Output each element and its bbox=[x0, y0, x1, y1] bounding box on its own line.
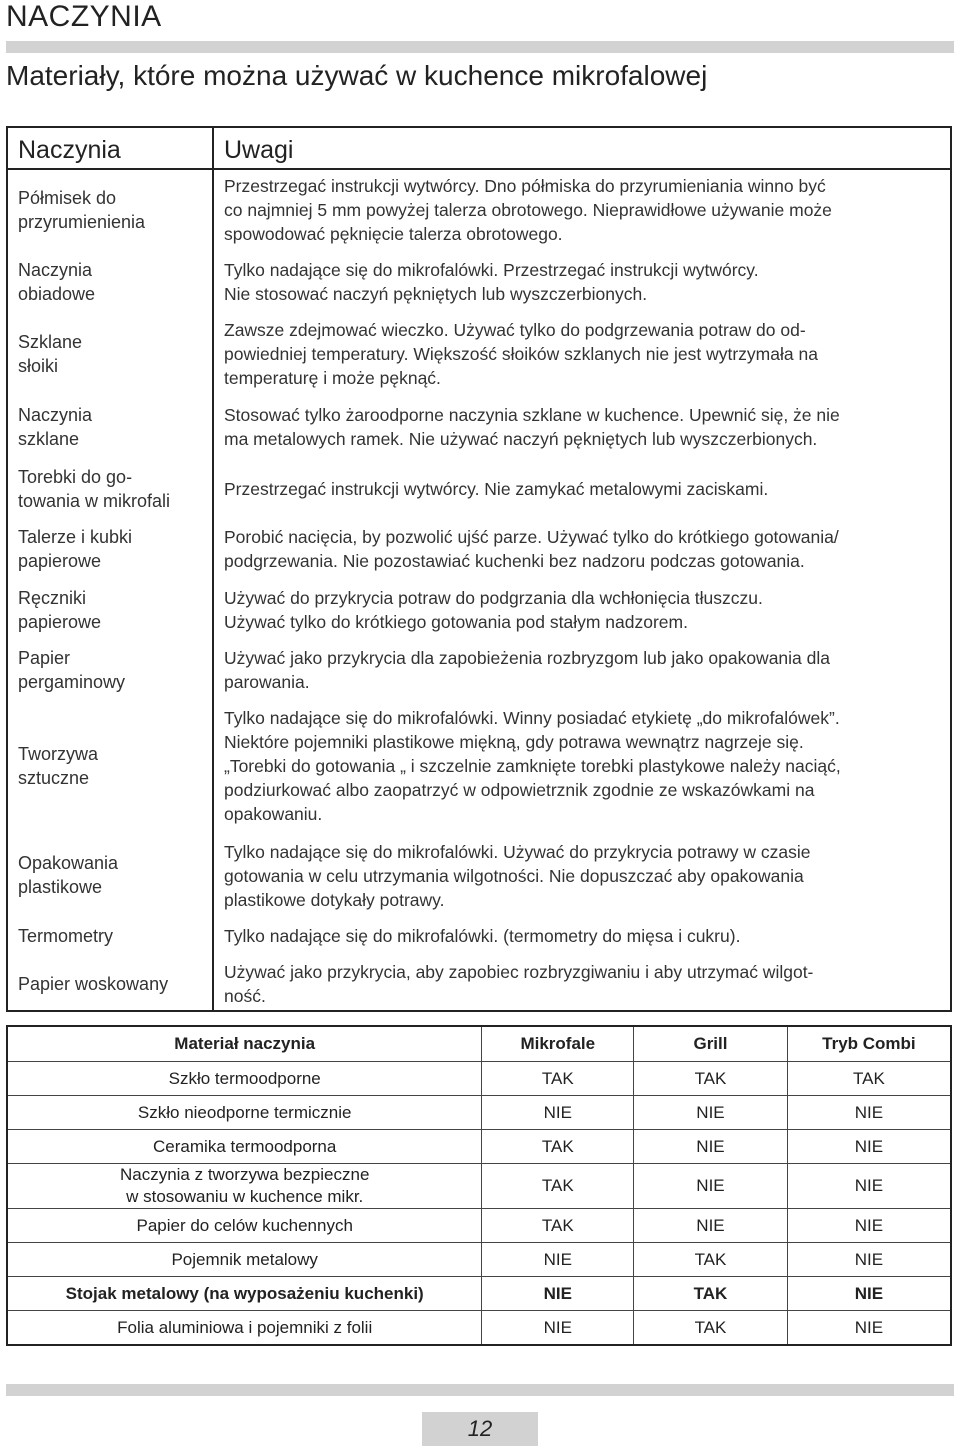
materials-table-row bbox=[7, 1209, 951, 1243]
cookware-item-name bbox=[18, 586, 208, 634]
cookware-item-note bbox=[224, 174, 946, 246]
cookware-item-name-line: szklane bbox=[18, 429, 80, 449]
cookware-item-note bbox=[224, 403, 946, 451]
cookware-item-name-line: obiadowe bbox=[18, 284, 96, 304]
cookware-item-note-line: Porobić nacięcia, by pozwolić ujść parze. Używać tylko do krótkiego gotowania/ bbox=[224, 527, 839, 547]
materials-table-row bbox=[7, 1096, 951, 1130]
cookware-item-note-line: Używać jako przykrycia, aby zapobiec rozbryzgiwaniu i aby utrzymać wilgot- bbox=[224, 962, 814, 982]
cookware-item-name bbox=[18, 186, 208, 234]
cookware-item-name-line: papierowe bbox=[18, 551, 102, 571]
material-name-cell bbox=[7, 1311, 482, 1346]
cookware-item-note-line: plastikowe dotykały potrawy. bbox=[224, 890, 445, 910]
cookware-item-note-line: Używać jako przykrycia dla zapobieżenia rozbryzgom lub jako opakowania dla bbox=[224, 648, 830, 668]
cookware-item-note bbox=[224, 258, 946, 306]
header-combi: Tryb Combi bbox=[787, 1026, 951, 1062]
cookware-item-name-line: Tworzywa bbox=[18, 744, 99, 764]
cookware-item-name bbox=[18, 924, 208, 948]
material-name-line: Ceramika termoodporna bbox=[153, 1136, 337, 1156]
microwave-cell: TAK bbox=[482, 1164, 634, 1209]
cookware-item-name-line: słoiki bbox=[18, 356, 59, 376]
cookware-item-name-line: Opakowania bbox=[18, 853, 119, 873]
cookware-item-name-line: Papier woskowany bbox=[18, 974, 169, 994]
cookware-item-name-line: Torebki do go- bbox=[18, 467, 133, 487]
cookware-item-note-line: Tylko nadające się do mikrofalówki. Winny posiadać etykietę „do mikrofalówek”. bbox=[224, 708, 840, 728]
cookware-item-note-line: Tylko nadające się do mikrofalówki. Przestrzegać instrukcji wytwórcy. bbox=[224, 260, 759, 280]
material-name-cell bbox=[7, 1209, 482, 1243]
notes-column-header: Uwagi bbox=[224, 136, 294, 164]
cookware-item-note-line: podgrzewania. Nie pozostawiać kuchenki bez nadzoru podczas gotowania. bbox=[224, 551, 805, 571]
material-name-line: Szkło nieodporne termicznie bbox=[137, 1102, 352, 1122]
cookware-item-note bbox=[224, 924, 946, 948]
cookware-item-note bbox=[224, 586, 946, 634]
cookware-item-name bbox=[18, 851, 208, 899]
material-name-line: Szkło termoodporne bbox=[168, 1068, 321, 1088]
header-rule bbox=[8, 168, 212, 170]
cookware-item-name-line: Naczynia bbox=[18, 260, 93, 280]
material-name-cell bbox=[7, 1277, 482, 1311]
materials-table-row bbox=[7, 1243, 951, 1277]
cookware-item-note bbox=[224, 960, 946, 1008]
cookware-item-note bbox=[224, 840, 946, 912]
notes-column bbox=[212, 128, 950, 1010]
cookware-item-name-line: Szklane bbox=[18, 332, 83, 352]
cookware-item-name bbox=[18, 972, 208, 996]
page-title: NACZYNIA bbox=[6, 0, 162, 33]
material-name-line: Papier do celów kuchennych bbox=[136, 1215, 353, 1235]
combi-cell: NIE bbox=[787, 1096, 951, 1130]
page-number: 12 bbox=[467, 1416, 493, 1441]
cookware-item-note bbox=[224, 646, 946, 694]
cookware-item-name-line: pergaminowy bbox=[18, 672, 126, 692]
cookware-item-name bbox=[18, 403, 208, 451]
microwave-cell: TAK bbox=[482, 1209, 634, 1243]
cookware-item-name bbox=[18, 465, 208, 513]
materials-table-row bbox=[7, 1311, 951, 1346]
material-name-line: Pojemnik metalowy bbox=[171, 1249, 318, 1269]
combi-cell: NIE bbox=[787, 1243, 951, 1277]
materials-table-row bbox=[7, 1164, 951, 1209]
cookware-item-name-line: Naczynia bbox=[18, 405, 93, 425]
cookware-notes-table bbox=[6, 126, 952, 1012]
header-material: Materiał naczynia bbox=[7, 1026, 482, 1062]
material-name-line: w stosowaniu w kuchence mikr. bbox=[126, 1187, 364, 1206]
cookware-item-note-line: Stosować tylko żaroodporne naczynia szklane w kuchence. Upewnić się, że nie bbox=[224, 405, 840, 425]
grill-cell: TAK bbox=[634, 1243, 788, 1277]
cookware-item-note-line: Tylko nadające się do mikrofalówki. (termometry do mięsa i cukru). bbox=[224, 926, 741, 946]
combi-cell: NIE bbox=[787, 1311, 951, 1346]
grill-cell: NIE bbox=[634, 1209, 788, 1243]
materials-table-header-row bbox=[7, 1026, 951, 1062]
cookware-item-note-line: opakowaniu. bbox=[224, 804, 323, 824]
footer-divider bbox=[6, 1384, 954, 1396]
cookware-item-name-line: sztuczne bbox=[18, 768, 90, 788]
grill-cell: TAK bbox=[634, 1062, 788, 1096]
cookware-item-name-line: towania w mikrofali bbox=[18, 491, 171, 511]
cookware-item-name-line: Półmisek do bbox=[18, 188, 117, 208]
materials-table-row bbox=[7, 1130, 951, 1164]
material-name-cell bbox=[7, 1096, 482, 1130]
cookware-item-name-line: Papier bbox=[18, 648, 71, 668]
material-name-line: Stojak metalowy (na wyposażeniu kuchenki) bbox=[65, 1283, 424, 1303]
grill-cell: TAK bbox=[634, 1311, 788, 1346]
microwave-cell: NIE bbox=[482, 1311, 634, 1346]
cookware-item-name-line: plastikowe bbox=[18, 877, 103, 897]
material-name-cell bbox=[7, 1243, 482, 1277]
material-name-line: Folia aluminiowa i pojemniki z folii bbox=[117, 1317, 373, 1337]
cookware-item-note-line: ność. bbox=[224, 986, 266, 1006]
materials-table-row bbox=[7, 1277, 951, 1311]
cookware-item-note-line: „Torebki do gotowania „ i szczelnie zamknięte torebki plastykowe należy naciąć, bbox=[224, 756, 841, 776]
cookware-column-header: Naczynia bbox=[18, 136, 121, 164]
cookware-item-note bbox=[224, 318, 946, 390]
microwave-cell: NIE bbox=[482, 1277, 634, 1311]
combi-cell: NIE bbox=[787, 1164, 951, 1209]
grill-cell: NIE bbox=[634, 1130, 788, 1164]
cookware-item-name-line: Ręczniki bbox=[18, 588, 87, 608]
cookware-item-note-line: gotowania w celu utrzymania wilgotności. Nie dopuszczać aby opakowania bbox=[224, 866, 804, 886]
grill-cell: TAK bbox=[634, 1277, 788, 1311]
cookware-item-note-line: Przestrzegać instrukcji wytwórcy. Dno półmiska do przyrumieniania winno być bbox=[224, 176, 826, 196]
cookware-item-name bbox=[18, 258, 208, 306]
cookware-item-note bbox=[224, 525, 946, 573]
cookware-item-note-line: Zawsze zdejmować wieczko. Używać tylko do podgrzewania potraw do od- bbox=[224, 320, 806, 340]
cookware-item-note bbox=[224, 477, 946, 501]
cookware-item-name bbox=[18, 646, 208, 694]
cookware-item-note-line: Nie stosować naczyń pękniętych lub wyszczerbionych. bbox=[224, 284, 648, 304]
cookware-item-name-line: papierowe bbox=[18, 612, 102, 632]
combi-cell: NIE bbox=[787, 1209, 951, 1243]
cookware-item-note-line: ma metalowych ramek. Nie używać naczyń pękniętych lub wyszczerbionych. bbox=[224, 429, 818, 449]
grill-cell: NIE bbox=[634, 1164, 788, 1209]
cookware-item-note-line: podziurkować albo zaopatrzyć w odpowietrznik zgodnie ze wskazówkami na bbox=[224, 780, 815, 800]
materials-table bbox=[6, 1025, 952, 1346]
cookware-item-name-line: Talerze i kubki bbox=[18, 527, 133, 547]
cookware-item-name bbox=[18, 742, 208, 790]
cookware-item-name-line: Termometry bbox=[18, 926, 114, 946]
cookware-item-note-line: parowania. bbox=[224, 672, 310, 692]
page-number-box bbox=[422, 1412, 538, 1446]
cookware-item-note-line: co najmniej 5 mm powyżej talerza obrotowego. Nieprawidłowe używanie może bbox=[224, 200, 832, 220]
cookware-item-name-line: przyrumienienia bbox=[18, 212, 146, 232]
microwave-cell: TAK bbox=[482, 1062, 634, 1096]
material-name-cell bbox=[7, 1130, 482, 1164]
microwave-cell: NIE bbox=[482, 1096, 634, 1130]
header-microwave: Mikrofale bbox=[482, 1026, 634, 1062]
cookware-item-note-line: Używać tylko do krótkiego gotowania pod stałym nadzorem. bbox=[224, 612, 688, 632]
cookware-item-note-line: Przestrzegać instrukcji wytwórcy. Nie zamykać metalowymi zaciskami. bbox=[224, 479, 769, 499]
cookware-item-name bbox=[18, 525, 208, 573]
material-name-line: Naczynia z tworzywa bezpieczne bbox=[119, 1165, 370, 1184]
cookware-item-note-line: powiedniej temperatury. Większość słoików szklanych nie jest wytrzymała na bbox=[224, 344, 818, 364]
combi-cell: TAK bbox=[787, 1062, 951, 1096]
cookware-item-note-line: Używać do przykrycia potraw do podgrzania dla wchłonięcia tłuszczu. bbox=[224, 588, 763, 608]
microwave-cell: NIE bbox=[482, 1243, 634, 1277]
cookware-item-note-line: temperaturę i może pęknąć. bbox=[224, 368, 441, 388]
section-title: Materiały, które można używać w kuchence mikrofalowej bbox=[6, 60, 708, 91]
combi-cell: NIE bbox=[787, 1277, 951, 1311]
grill-cell: NIE bbox=[634, 1096, 788, 1130]
cookware-item-name bbox=[18, 330, 208, 378]
material-name-cell bbox=[7, 1062, 482, 1096]
header-divider bbox=[6, 41, 954, 53]
combi-cell: NIE bbox=[787, 1130, 951, 1164]
microwave-cell: TAK bbox=[482, 1130, 634, 1164]
cookware-item-note bbox=[224, 706, 946, 826]
header-rule bbox=[214, 168, 950, 170]
cookware-item-note-line: spowodować pęknięcie talerza obrotowego. bbox=[224, 224, 563, 244]
materials-table-row bbox=[7, 1062, 951, 1096]
cookware-item-note-line: Tylko nadające się do mikrofalówki. Używać do przykrycia potrawy w czasie bbox=[224, 842, 811, 862]
material-name-cell bbox=[7, 1164, 482, 1209]
header-grill: Grill bbox=[634, 1026, 788, 1062]
cookware-column bbox=[8, 128, 212, 1010]
cookware-item-note-line: Niektóre pojemniki plastikowe miękną, gdy potrawa wewnątrz nagrzeje się. bbox=[224, 732, 804, 752]
